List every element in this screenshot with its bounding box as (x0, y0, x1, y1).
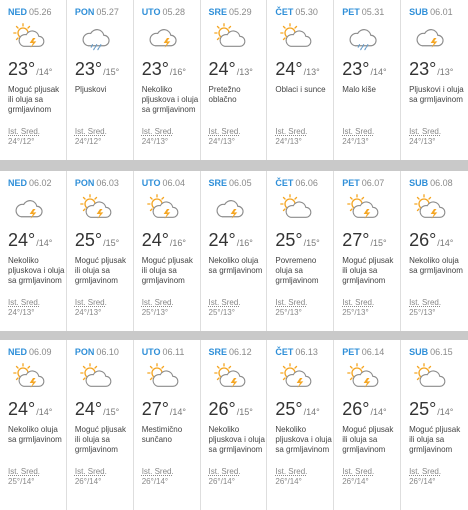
historical-average-label[interactable]: Ist. Sred. (409, 127, 442, 136)
day-header (8, 178, 66, 190)
day-card[interactable] (201, 340, 268, 510)
historical-average-label[interactable]: Ist. Sred. (409, 298, 442, 307)
sun-cloud-icon (75, 363, 115, 393)
weather-description: Moguć pljusak ili oluja sa grmljavinom (74, 256, 126, 285)
temperature (275, 230, 333, 252)
historical-average (142, 467, 200, 487)
temp-max: 24° (275, 59, 303, 79)
day-header (209, 178, 267, 190)
day-header (142, 178, 200, 190)
day-card[interactable] (267, 340, 334, 510)
temp-min: /15° (236, 407, 253, 417)
day-date: 06.13 (295, 347, 318, 357)
temp-min: /15° (103, 407, 120, 417)
historical-average-label[interactable]: Ist. Sred. (8, 467, 41, 476)
temperature (342, 230, 400, 252)
day-name: NED (8, 347, 28, 357)
day-name: UTO (141, 7, 161, 17)
temperature (8, 59, 66, 81)
temperature (409, 230, 468, 252)
day-header (342, 7, 400, 19)
day-card[interactable] (201, 171, 268, 331)
historical-average-value: 24°/12° (74, 137, 102, 146)
temp-max: 27° (141, 399, 169, 419)
historical-average-label[interactable]: Ist. Sred. (74, 467, 107, 476)
temp-min: /14° (370, 67, 387, 77)
temperature (275, 399, 333, 421)
temp-max: 23° (8, 59, 36, 79)
weather-description: Moguć pljusak ili oluja sa grmljavinom (409, 425, 461, 454)
temperature (209, 59, 267, 81)
day-card[interactable] (267, 171, 334, 331)
historical-average-label[interactable]: Ist. Sred. (141, 467, 174, 476)
weather-description: Moguć pljusak ili oluja sa grmljavinom (342, 256, 394, 285)
day-name: SUB (409, 347, 429, 357)
day-header (142, 7, 200, 19)
day-date: 06.14 (361, 347, 385, 357)
historical-average-label[interactable]: Ist. Sred. (275, 298, 308, 307)
temperature (142, 399, 200, 421)
day-card[interactable] (334, 171, 401, 331)
day-card[interactable] (134, 340, 201, 510)
temperature (275, 59, 333, 81)
temp-min: /14° (303, 407, 320, 417)
day-date: 06.15 (430, 347, 453, 357)
day-card[interactable] (67, 340, 134, 510)
temp-min: /14° (36, 238, 53, 248)
day-name: PET (342, 7, 360, 17)
day-header (75, 7, 133, 19)
day-name: ČET (275, 7, 294, 17)
temp-min: /15° (370, 238, 387, 248)
temp-min: /13° (236, 67, 253, 77)
sun-cloud-icon (142, 363, 182, 393)
historical-average (409, 467, 468, 487)
historical-average-value: 26°/14° (342, 477, 369, 486)
temp-min: /13° (303, 67, 320, 77)
day-header (75, 347, 133, 359)
day-date: 06.09 (29, 347, 52, 357)
temp-max: 24° (8, 399, 36, 419)
historical-average-value: 24°/13° (275, 137, 302, 146)
sun-cloud-icon (409, 363, 449, 393)
day-header (342, 178, 400, 190)
temperature (409, 399, 468, 421)
day-header (209, 347, 267, 359)
historical-average-label[interactable]: Ist. Sred. (275, 127, 308, 136)
day-header (8, 347, 66, 359)
temp-min: /13° (437, 67, 454, 77)
sun-cloud-lightning-icon (8, 363, 48, 393)
weather-description: Moguć pljusak ili oluja sa grmljavinom (8, 85, 60, 114)
day-header (342, 347, 400, 359)
day-header (8, 7, 66, 19)
historical-average-label[interactable]: Ist. Sred. (208, 298, 241, 307)
historical-average (342, 298, 400, 318)
day-card[interactable] (401, 340, 468, 510)
temperature (75, 59, 133, 81)
historical-average (275, 127, 333, 147)
historical-average-value: 25°/13° (342, 308, 369, 317)
day-name: SRE (208, 178, 228, 188)
historical-average (75, 127, 133, 147)
day-name: SRE (208, 7, 228, 17)
day-date: 06.10 (96, 347, 119, 357)
temperature (142, 230, 200, 252)
historical-average-value: 24°/13° (74, 308, 102, 317)
historical-average-label[interactable]: Ist. Sred. (208, 127, 241, 136)
sun-cloud-lightning-icon (275, 363, 315, 393)
historical-average-label[interactable]: Ist. Sred. (208, 467, 241, 476)
cloud-lightning-icon (409, 23, 449, 53)
historical-average (275, 467, 333, 487)
day-header (75, 178, 133, 190)
forecast-week-2 (0, 171, 468, 331)
temperature (75, 230, 133, 252)
day-name: PON (74, 178, 95, 188)
weather-description: Mestimično sunčano (141, 425, 183, 444)
day-card[interactable] (401, 171, 468, 331)
day-date: 06.05 (229, 178, 252, 188)
day-date: 06.11 (162, 347, 185, 357)
sun-cloud-lightning-icon (409, 194, 449, 224)
weather-description: Pljuskovi i oluja sa grmljavinom (409, 85, 464, 104)
temperature (342, 59, 400, 81)
temp-min: /16° (236, 238, 253, 248)
temp-max: 25° (74, 230, 103, 250)
weather-description: Nekoliko pljuskova i oluja sa grmljavinom (275, 425, 332, 454)
temperature (142, 59, 200, 81)
temperature (342, 399, 400, 421)
sun-cloud-icon (275, 23, 315, 53)
temp-max: 25° (275, 230, 303, 250)
day-name: PET (342, 347, 360, 357)
day-name: SRE (208, 347, 228, 357)
historical-average-value: 24°/13° (141, 137, 169, 146)
temp-min: /14° (36, 67, 53, 77)
day-card[interactable] (67, 171, 134, 331)
temp-max: 26° (409, 230, 437, 250)
historical-average-label[interactable]: Ist. Sred. (8, 298, 41, 307)
day-date: 06.12 (229, 347, 252, 357)
day-date: 05.29 (229, 7, 252, 17)
cloud-lightning-icon (8, 194, 48, 224)
historical-average (209, 298, 267, 318)
temp-max: 25° (275, 399, 303, 419)
day-date: 06.06 (295, 178, 318, 188)
day-date: 06.04 (162, 178, 186, 188)
sun-cloud-lightning-icon (75, 194, 115, 224)
temp-max: 27° (342, 230, 370, 250)
weather-description: Oblaci i sunce (275, 85, 326, 94)
day-card[interactable] (0, 340, 67, 510)
temp-min: /14° (169, 407, 187, 417)
temp-min: /14° (36, 407, 53, 417)
historical-average-value: 25°/14° (8, 477, 35, 486)
historical-average-value: 24°/13° (409, 137, 436, 146)
day-date: 06.07 (361, 178, 385, 188)
cloud-lightning-icon (209, 194, 249, 224)
historical-average-label[interactable]: Ist. Sred. (141, 298, 174, 307)
day-name: SUB (409, 178, 429, 188)
historical-average-value: 26°/14° (409, 477, 436, 486)
historical-average-label[interactable]: Ist. Sred. (74, 127, 107, 136)
temp-min: /15° (103, 238, 120, 248)
temp-min: /16° (169, 238, 187, 248)
sun-cloud-icon (275, 194, 315, 224)
day-header (275, 7, 333, 19)
historical-average-value: 24°/12° (8, 137, 35, 146)
temp-max: 26° (342, 399, 370, 419)
day-name: NED (8, 178, 28, 188)
temperature (209, 230, 267, 252)
temp-max: 24° (8, 230, 36, 250)
day-header (409, 7, 468, 19)
weather-description: Moguć pljusak ili oluja sa grmljavinom (342, 425, 394, 454)
historical-average-label[interactable]: Ist. Sred. (8, 127, 41, 136)
forecast-week-1 (0, 0, 468, 160)
day-name: ČET (275, 347, 294, 357)
historical-average (8, 127, 66, 147)
temp-max: 23° (409, 59, 437, 79)
historical-average-value: 25°/13° (141, 308, 169, 317)
weather-description: Pljuskovi (74, 85, 107, 94)
sun-cloud-lightning-icon (8, 23, 48, 53)
day-name: UTO (141, 347, 161, 357)
historical-average (209, 127, 267, 147)
day-date: 05.30 (295, 7, 318, 17)
temperature (409, 59, 468, 81)
day-date: 06.03 (96, 178, 119, 188)
day-card[interactable] (67, 0, 134, 160)
day-name: SUB (409, 7, 429, 17)
historical-average-label[interactable]: Ist. Sred. (409, 467, 442, 476)
day-card[interactable] (201, 0, 268, 160)
temp-max: 25° (409, 399, 437, 419)
weather-description: Nekoliko pljuskova i oluja sa grmljavinom (141, 85, 199, 114)
weather-description: Nekoliko oluja sa grmljavinom (409, 256, 463, 275)
sun-cloud-lightning-icon (342, 194, 382, 224)
day-name: PON (74, 7, 95, 17)
sun-cloud-lightning-icon (342, 363, 382, 393)
weather-description: Malo kiše (342, 85, 377, 94)
historical-average-value: 24°/13° (8, 308, 35, 317)
historical-average-value: 25°/13° (409, 308, 436, 317)
day-header (275, 347, 333, 359)
day-card[interactable] (334, 340, 401, 510)
cloud-rain-icon (342, 23, 382, 53)
temp-min: /16° (169, 67, 187, 77)
day-date: 06.08 (430, 178, 453, 188)
temp-max: 23° (74, 59, 103, 79)
weather-description: Moguć pljusak ili oluja sa grmljavinom (141, 256, 193, 285)
day-header (142, 347, 200, 359)
historical-average-label[interactable]: Ist. Sred. (275, 467, 308, 476)
weather-description: Nekoliko pljuskova i oluja sa grmljavinom (208, 425, 266, 454)
day-header (409, 178, 468, 190)
historical-average (409, 298, 468, 318)
historical-average (8, 467, 66, 487)
day-date: 05.31 (361, 7, 385, 17)
cloud-rain-icon (75, 23, 115, 53)
cloud-lightning-icon (142, 23, 182, 53)
temp-max: 24° (141, 230, 169, 250)
historical-average-label[interactable]: Ist. Sred. (141, 127, 174, 136)
day-card[interactable] (0, 0, 67, 160)
day-name: PET (342, 178, 360, 188)
historical-average (8, 298, 66, 318)
temp-min: /14° (437, 407, 454, 417)
temperature (75, 399, 133, 421)
historical-average-value: 26°/14° (275, 477, 302, 486)
historical-average-value: 25°/13° (208, 308, 235, 317)
historical-average (342, 467, 400, 487)
day-date: 05.26 (29, 7, 52, 17)
historical-average-label[interactable]: Ist. Sred. (342, 467, 375, 476)
historical-average (209, 467, 267, 487)
historical-average (342, 127, 400, 147)
temp-max: 24° (74, 399, 103, 419)
temp-max: 26° (208, 399, 236, 419)
historical-average-value: 24°/13° (208, 137, 235, 146)
day-name: UTO (141, 178, 161, 188)
day-name: NED (8, 7, 28, 17)
historical-average-label[interactable]: Ist. Sred. (74, 298, 107, 307)
day-date: 05.27 (96, 7, 119, 17)
sun-cloud-icon (209, 23, 249, 53)
day-card[interactable] (134, 171, 201, 331)
historical-average-value: 26°/14° (208, 477, 235, 486)
historical-average (142, 298, 200, 318)
day-card[interactable] (134, 0, 201, 160)
historical-average (142, 127, 200, 147)
historical-average (75, 467, 133, 487)
temp-max: 23° (342, 59, 370, 79)
weather-description: Nekoliko oluja sa grmljavinom (8, 425, 62, 444)
day-header (409, 347, 468, 359)
day-card[interactable] (334, 0, 401, 160)
historical-average-value: 26°/14° (74, 477, 102, 486)
day-card[interactable] (401, 0, 468, 160)
historical-average-value: 24°/13° (342, 137, 369, 146)
historical-average (275, 298, 333, 318)
historical-average-value: 25°/13° (275, 308, 302, 317)
temperature (8, 230, 66, 252)
temp-max: 24° (208, 59, 236, 79)
sun-cloud-lightning-icon (142, 194, 182, 224)
sun-cloud-lightning-icon (209, 363, 249, 393)
day-header (209, 7, 267, 19)
weather-description: Nekoliko oluja sa grmljavinom (208, 256, 263, 275)
historical-average (409, 127, 468, 147)
temp-min: /15° (303, 238, 320, 248)
temp-min: /14° (370, 407, 387, 417)
day-card[interactable] (0, 171, 67, 331)
historical-average (75, 298, 133, 318)
weather-description: Nekoliko pljuskova i oluja sa grmljavinom (8, 256, 65, 285)
temperature (8, 399, 66, 421)
day-card[interactable] (267, 0, 334, 160)
historical-average-value: 26°/14° (141, 477, 169, 486)
temp-min: /15° (103, 67, 120, 77)
weather-description: Povremeno oluja sa grmljavinom (275, 256, 319, 285)
historical-average-label[interactable]: Ist. Sred. (342, 298, 375, 307)
day-date: 06.02 (29, 178, 52, 188)
day-name: PON (74, 347, 95, 357)
day-date: 06.01 (430, 7, 453, 17)
day-date: 05.28 (162, 7, 186, 17)
day-name: ČET (275, 178, 294, 188)
weather-description: Moguć pljusak ili oluja sa grmljavinom (74, 425, 126, 454)
temp-max: 23° (141, 59, 169, 79)
temp-min: /14° (437, 238, 454, 248)
temp-max: 24° (208, 230, 236, 250)
weather-description: Pretežno oblačno (208, 85, 241, 104)
temperature (209, 399, 267, 421)
historical-average-label[interactable]: Ist. Sred. (342, 127, 375, 136)
day-header (275, 178, 333, 190)
forecast-week-3 (0, 340, 468, 510)
